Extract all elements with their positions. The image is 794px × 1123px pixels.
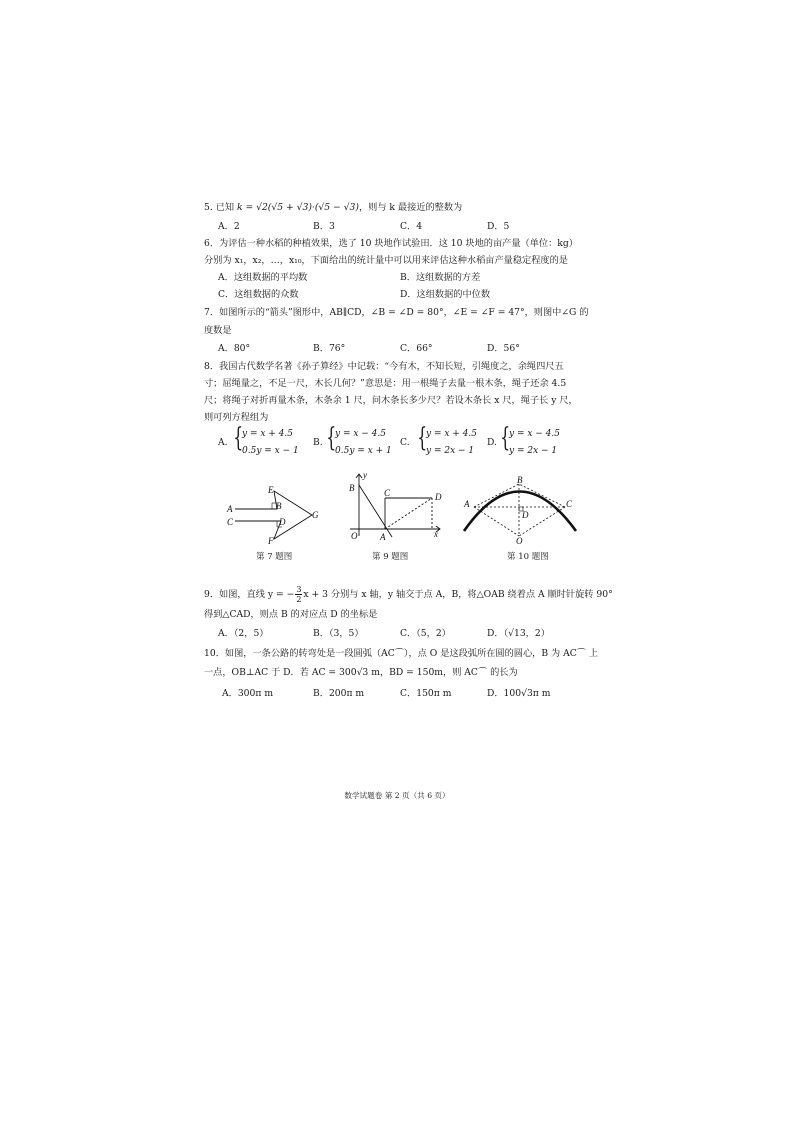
brace-icon: { <box>326 423 337 453</box>
q6-option-c: C．这组数据的众数 <box>218 289 299 300</box>
brace-icon: { <box>417 423 428 453</box>
label-F: F <box>268 536 274 546</box>
label-C: C <box>227 517 234 527</box>
q9-option-b: B．（3，5） <box>313 628 364 639</box>
fraction-denominator: 2 <box>296 595 302 604</box>
segment-ad <box>385 498 432 529</box>
fraction-numerator: 3 <box>296 585 302 594</box>
q8-option-a-eq2: 0.5y = x − 1 <box>242 446 299 456</box>
q8-option-d-eq1: y = x − 4.5 <box>509 429 560 439</box>
page-footer: 数学试题卷 第 2 页（共 6 页） <box>344 791 450 800</box>
q10-line1: 10．如图，一条公路的转弯处是一段圆弧（AC⌒），点 O 是这段弧所在圆的圆心，B 为 AC⌒ 上 <box>204 648 599 659</box>
q7-line1: 7．如图所示的“箭头”图形中，AB∥CD，∠B = ∠D = 80°，∠E = ∠F = 47°，则图中∠G 的 <box>204 307 589 318</box>
q6-option-a: A．这组数据的平均数 <box>218 272 308 283</box>
label-G: G <box>312 510 319 520</box>
q5-option-d: D．5 <box>487 221 510 232</box>
label-A: A <box>380 532 386 542</box>
q9-line2: 得到△CAD，则点 B 的对应点 D 的坐标是 <box>204 609 378 620</box>
q7-option-c: C．66° <box>400 343 433 354</box>
label-B: B <box>349 483 355 493</box>
figure-9-caption: 第 9 题图 <box>372 552 409 562</box>
q9-option-c: C．（5，2） <box>400 628 451 639</box>
figure-7-arrow-diagram <box>224 478 324 550</box>
q8-line2: 寸；屈绳量之，不足一尺，木长几何？”意思是：用一根绳子去量一根木条，绳子还余 4.5 <box>204 378 567 389</box>
figure-10-arc-diagram <box>456 474 582 544</box>
q9-option-d: D．（√13，2） <box>487 628 550 639</box>
q5-option-a: A．2 <box>218 221 240 232</box>
q5-suffix: ，则与 k 最接近的整数为 <box>358 202 463 213</box>
q10-option-d: D．100√3π m <box>487 688 551 699</box>
q8-option-a-label: A. <box>218 437 228 448</box>
q8-option-d-label: D. <box>487 437 497 448</box>
q8-option-b-eq1: y = x − 4.5 <box>335 429 386 439</box>
label-D: D <box>279 517 286 527</box>
q7-option-d: D．56° <box>487 343 520 354</box>
q8-option-c-eq1: y = x + 4.5 <box>426 429 477 439</box>
q10-option-a: A．300π m <box>222 688 274 699</box>
q8-option-b-eq2: 0.5y = x + 1 <box>335 446 392 456</box>
q8-line1: 8．我国古代数学名著《孙子算经》中记载：“今有木，不知长短，引绳度之，余绳四尺五 <box>204 361 564 372</box>
q7-option-b: B．76° <box>313 343 346 354</box>
q8-option-c-label: C. <box>400 437 410 448</box>
label-y: y <box>363 470 367 480</box>
q6-line2: 分别为 x₁，x₂，…，x₁₀，下面给出的统计量中可以用来评估这种水稻亩产量稳定程度的是 <box>204 255 568 266</box>
brace-icon: { <box>233 423 244 453</box>
label-A: A <box>227 504 233 514</box>
q7-option-a: A．80° <box>218 343 251 354</box>
figure-7-caption: 第 7 题图 <box>256 552 293 562</box>
q8-option-d-eq2: y = 2x − 1 <box>509 446 558 456</box>
q6-option-d: D．这组数据的中位数 <box>400 289 491 300</box>
label-O: O <box>516 536 523 544</box>
q5-stem <box>204 202 462 214</box>
segment-bc <box>519 484 565 507</box>
label-B: B <box>276 501 282 511</box>
q8-option-c-eq2: y = 2x − 1 <box>426 446 475 456</box>
q8-line3: 尺；将绳子对折再量木条，木条余 1 尺，问木条长多少尺？若设木条长 x 尺，绳子长 y 尺， <box>204 395 578 406</box>
segment-oa <box>474 507 519 536</box>
q5-formula: k = √2(√5 + √3)·(√5 − √3) <box>237 202 359 213</box>
figure-10-caption: 第 10 题图 <box>507 552 549 562</box>
label-E: E <box>268 485 274 495</box>
label-A: A <box>464 499 470 509</box>
q7-line2: 度数是 <box>204 325 232 336</box>
label-C: C <box>384 488 391 498</box>
q6-line1: 6．为评估一种水稻的种植效果，选了 10 块地作试验田．这 10 块地的亩产量（单位：kg） <box>204 238 578 249</box>
q9-line1-start: 9．如图，直线 y = − <box>204 589 295 600</box>
segment-ab <box>474 484 519 507</box>
q5-number: 5. <box>204 202 213 213</box>
label-D: D <box>435 492 442 502</box>
q10-line2: 一点，OB⊥AC 于 D．若 AC = 300√3 m，BD = 150m，则 AC⌒ 的长为 <box>204 667 518 678</box>
label-B: B <box>517 475 523 485</box>
q8-option-b-label: B. <box>313 437 323 448</box>
q9-line1-end: x + 3 分别与 x 轴，y 轴交于点 A，B，将△OAB 绕着点 A 顺时针旋转 90° <box>303 589 613 600</box>
q5-option-b: B．3 <box>313 221 335 232</box>
arrow-outline <box>235 491 312 539</box>
label-D: D <box>522 510 529 520</box>
q5-option-c: C．4 <box>400 221 423 232</box>
label-C: C <box>566 499 573 509</box>
q10-option-c: C．150π m <box>400 688 452 699</box>
q9-line1 <box>204 585 613 604</box>
q9-option-a: A．（2，5） <box>218 628 269 639</box>
q10-option-b: B．200π m <box>313 688 365 699</box>
figure-9-coordinate-diagram <box>342 470 446 542</box>
q8-option-a-eq1: y = x + 4.5 <box>242 429 293 439</box>
q5-prefix: 已知 <box>215 202 235 213</box>
label-O: O <box>351 531 358 541</box>
q8-line4: 则可列方程组为 <box>204 412 269 423</box>
fraction <box>295 585 302 604</box>
label-x: x <box>434 529 438 539</box>
q6-option-b: B．这组数据的方差 <box>400 272 481 283</box>
brace-icon: { <box>500 423 511 453</box>
